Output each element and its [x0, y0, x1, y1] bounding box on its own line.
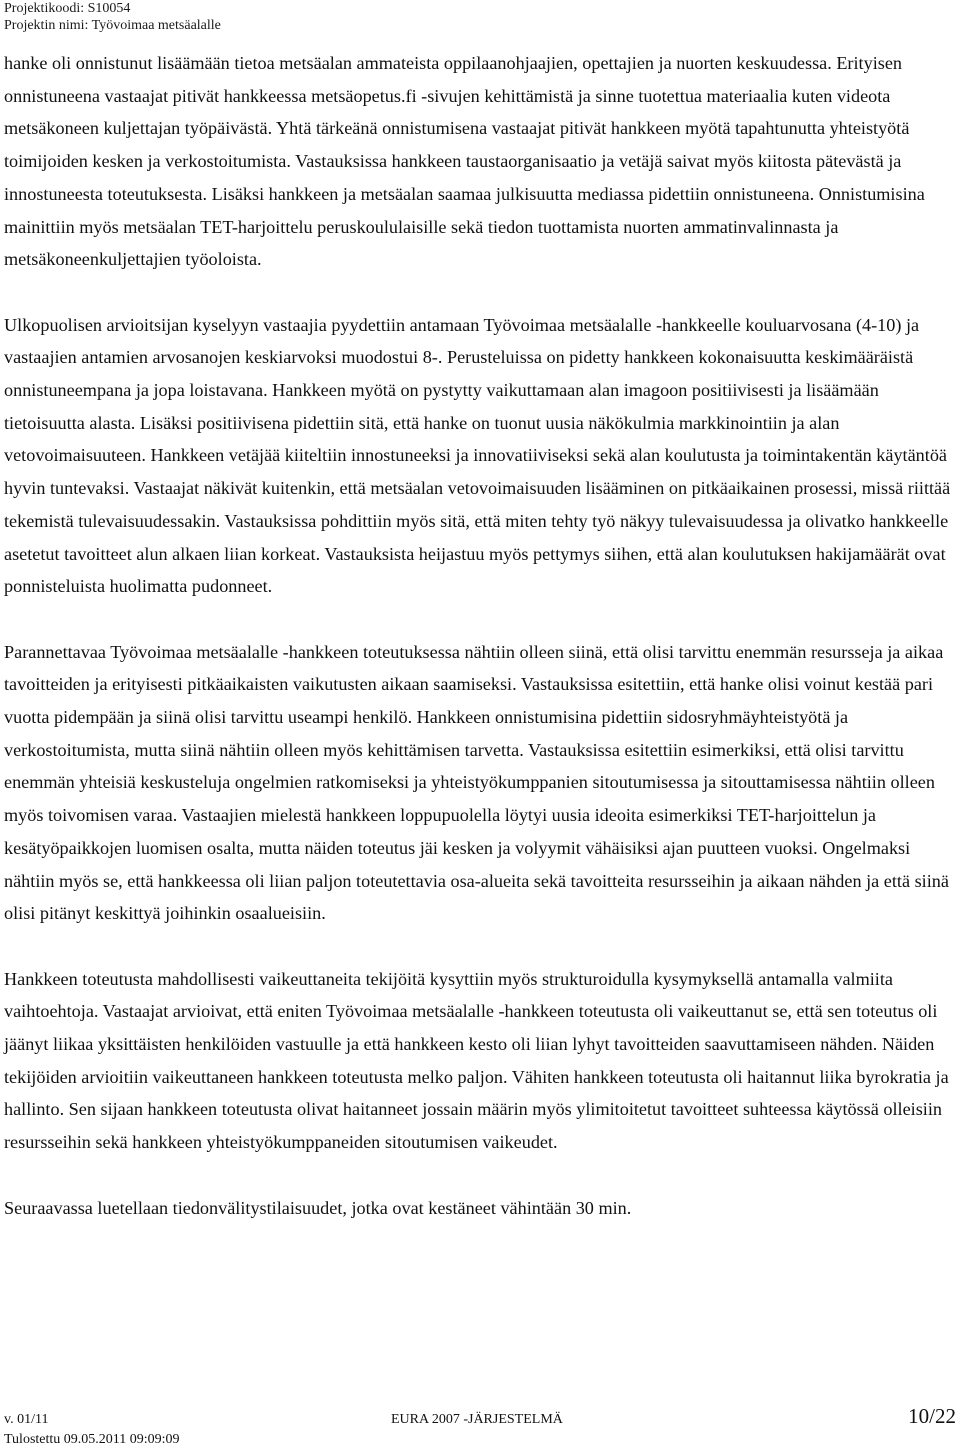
- paragraph: hanke oli onnistunut lisäämään tietoa metsäalan ammateista oppilaanohjaajien, opettajien ja nuorten keskuudessa. Erityisen onnistuneena vastaajat pitivät hankkeessa metsäopetus.fi -sivujen kehittämistä ja sinne tuotettua materiaalia kuten videota metsäkoneen kuljettajan työpäivästä. Yhtä tärkeänä onnistumisena vastaajat pitivät hankkeen myötä tapahtunutta yhteistyötä toimijoiden kesken ja verkostoitumista. Vastauksissa hankkeen taustaorganisaatio ja vetäjä saivat myös kiitosta pätevästä ja innostuneesta toteutuksesta. Lisäksi hankkeen ja metsäalan saamaa julkisuutta mediassa pidettiin onnistuneena. Onnistumisina mainittiin myös metsäalan TET-harjoittelu peruskoululaisille sekä tiedon tuottamista nuorten ammatinvalinnasta ja metsäkoneenkuljettajien työoloista.: [4, 53, 925, 270]
- document-body: [4, 47, 955, 1224]
- project-code: Projektikoodi: S10054: [4, 1, 131, 16]
- paragraph: Parannettavaa Työvoimaa metsäalalle -hankkeen toteutuksessa nähtiin olleen siinä, että olisi tarvittu enemmän resursseja ja aikaa tavoitteiden ja erityisesti pitkäaikaisten vaikutusten aikaan saamiseksi. Vastauksissa esitettiin, että hanke olisi voinut kestää pari vuotta pidempään ja siinä olisi tarvittu useampi henkilö. Hankkeen onnistumisina pidettiin sidosryhmäyhteistyötä ja verkostoitumista, mutta siinä nähtiin olleen myös kehittämisen tarvetta. Vastauksissa esitettiin esimerkiksi, että olisi tarvittu enemmän yhteisiä keskusteluja ongelmien ratkomiseksi ja yhteistyökumppanien sitoutumisessa ja sitouttamisessa nähtiin olleen myös toivomisen varaa. Vastaajien mielestä hankkeen loppupuolella löytyi uusia ideoita esimerkiksi TET-harjoittelun ja kesätyöpaikkojen luomisen osalta, mutta näiden toteutus jäi kesken ja volyymit vähäisiksi ajan puutteen vuoksi. Ongelmaksi nähtiin myös se, että hankkeessa oli liian paljon toteutettavia osa-alueita sekä tavoitteita resursseihin ja aikaan nähden ja että siinä olisi pitänyt keskittyä joihinkin osaalueisiin.: [4, 641, 949, 924]
- paragraph: Seuraavassa luetellaan tiedonvälitystilaisuudet, jotka ovat kestäneet vähintään 30 min.: [4, 1197, 632, 1218]
- paragraph: Hankkeen toteutusta mahdollisesti vaikeuttaneita tekijöitä kysyttiin myös strukturoidulla kysymyksellä antamalla valmiita vaihtoehtoja. Vastaajat arvioivat, että eniten Työvoimaa metsäalalle -hankkeen toteutusta oli vaikeuttanut se, että sen toteutus oli jäänyt liikaa yksittäisten henkilöiden vastuulle ja että hankkeen kesto oli liian lyhyt tavoitteiden saavuttamiseen nähden. Näiden tekijöiden arvioitiin vaikeuttaneen hankkeen toteutusta melko paljon. Vähiten hankkeen toteutusta oli haitannut liika byrokratia ja hallinto. Sen sijaan hankkeen toteutusta olivat haitanneet jossain määrin myös ylimitoitetut tavoitteet suhteessa käytössä olleisiin resursseihin sekä hankkeen yhteistyökumppaneiden sitoutumisen vaikeudet.: [4, 968, 949, 1153]
- footer-version: v. 01/11: [4, 1412, 49, 1427]
- footer-system-name: EURA 2007 -JÄRJESTELMÄ: [391, 1412, 563, 1427]
- page-number: 10/22: [908, 1404, 956, 1428]
- print-timestamp: Tulostettu 09.05.2011 09:09:09: [4, 1432, 180, 1447]
- project-name: Projektin nimi: Työvoimaa metsäalalle: [4, 18, 221, 33]
- document-header: [4, 0, 954, 34]
- paragraph: Ulkopuolisen arvioitsijan kyselyyn vastaajia pyydettiin antamaan Työvoimaa metsäalalle -hankkeelle kouluarvosana (4-10) ja vastaajien antamien arvosanojen keskiarvoksi muodostui 8-. Perusteluissa on pidetty hankkeen kokonaisuutta keskimääräistä onnistuneempana ja jopa loistavana. Hankkeen myötä on pystytty vaikuttamaan alan imagoon positiivisesti ja lisäämään tietoisuutta alasta. Lisäksi positiivisena pidettiin sitä, että hanke on tuonut uusia näkökulmia markkinointiin ja alan vetovoimaisuuteen. Hankkeen vetäjää kiiteltiin innostuneeksi ja innovatiiviseksi sekä alan koulutusta ja toimintakentän käytäntöä hyvin tuntevaksi. Vastaajat näkivät kuitenkin, että metsäalan vetovoimaisuuden lisääminen on pitkäaikainen prosessi, missä riittää tekemistä tulevaisuudessakin. Vastauksissa pohdittiin myös sitä, että miten tehty työ näkyy tulevaisuudessa ja olivatko hankkeelle asetetut tavoitteet alun alkaen liian korkeat. Vastauksista heijastuu myös pettymys siihen, että alan koulutuksen hakijamäärät ovat ponnisteluista huolimatta pudonneet.: [4, 314, 951, 597]
